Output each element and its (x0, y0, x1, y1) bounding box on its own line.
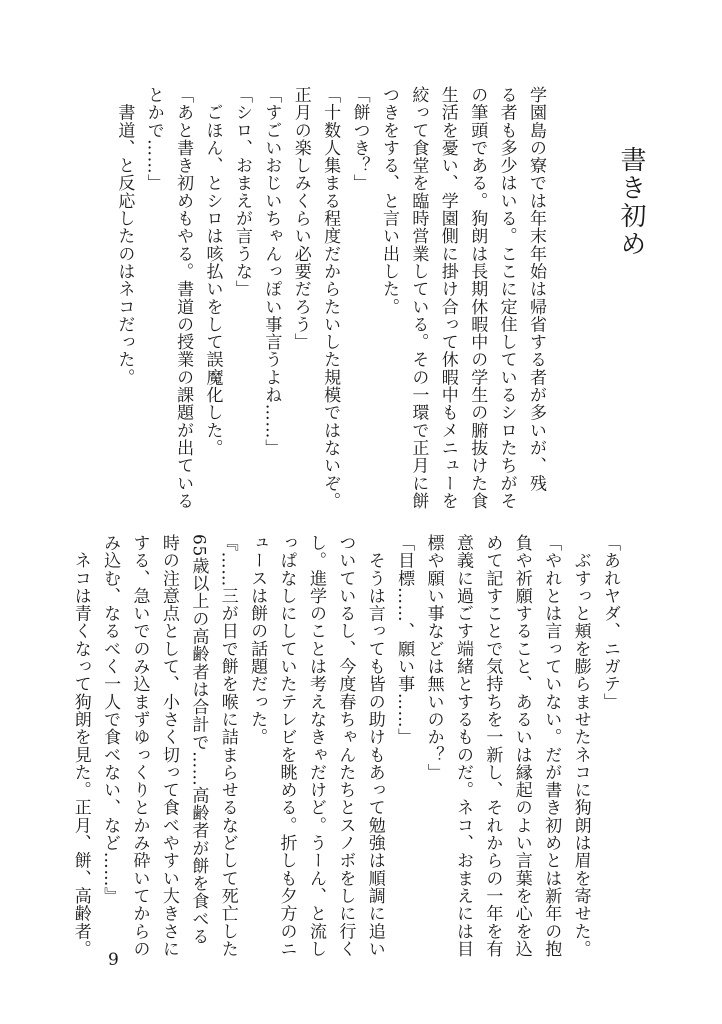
text-line: し。進学のことは考えなきゃだけど。うーん、と流し (305, 534, 326, 958)
text-line: 「シロ、おまえが言うな」 (231, 86, 252, 298)
text-line: 「やれとは言っていない。だが書き初めとは新年の抱 (541, 534, 562, 958)
text-line: 「目標……、願い事……」 (394, 534, 415, 746)
text-line: 絞って食堂を臨時営業している。その一環で正月に餅 (408, 86, 429, 510)
text-line: そうは言っても皆の助けもあって勉強は順調に追い (364, 534, 385, 958)
text-line: 書道、と反応したのはネコだった。 (114, 86, 135, 387)
text-line: の筆頭である。狗朗は長期休暇中の学生の腑抜けた食 (467, 86, 488, 510)
page-number: 9 (108, 950, 119, 970)
text-line: 「あと書き初めもやる。書道の授業の課題が出ている (173, 86, 194, 510)
text-line: する、急いでのみ込まずゆっくりとかみ砕いてからの (129, 534, 150, 958)
text-line: 「十数人集まる程度だからたいした規模ではないぞ。 (320, 86, 341, 510)
text-line: 「あれヤダ、ニガテ」 (600, 534, 620, 711)
text-line: ュースは餅の話題だった。 (247, 534, 268, 746)
text-line: る者も多少はいる。ここに定住しているシロたちがそ (496, 86, 517, 510)
text-line: 「すごいおじいちゃんっぽい事言うよね……」 (261, 86, 282, 457)
text-line: 負や祈願すること、あるいは縁起のよい言葉を心を込 (511, 534, 532, 958)
text-line: 時の注意点として、小さく切って食べやすい大きさに (158, 534, 179, 958)
text-line: 「餅つき？」 (349, 86, 370, 192)
text-line: 『……三が日で餅を喉に詰まらせるなどして死亡した (217, 534, 238, 958)
text-line: とかで……」 (143, 86, 164, 192)
text-line: み込む、なるべく一人で食べない、など……』 (100, 534, 121, 905)
text-line: 意義に過ごす端緒とするものだ。ネコ、おまえには目 (452, 534, 473, 958)
text-line: ネコは青くなって狗朗を見た。正月、餅、高齢者。 (70, 534, 91, 958)
text-line: 65歳以上の高齢者は合計で……高齢者が餅を食べる (188, 534, 209, 946)
chapter-title: 書き初め (616, 146, 646, 258)
text-line: つきをする、と言い出した。 (378, 86, 399, 316)
text-line: ぶすっと頬を膨らませたネコに狗朗は眉を寄せた。 (570, 534, 591, 958)
text-line: 生活を憂い、学園側に掛け合って休暇中もメニューを (437, 86, 458, 510)
text-line: ごほん、とシロは咳払いをして誤魔化した。 (202, 86, 223, 457)
lower-text-block (65, 534, 624, 958)
text-line: ついているし、今度春ちゃんたちとスノボをしに行く (335, 534, 356, 958)
text-line: 学園島の寮では年末年始は帰省する者が多いが、残 (526, 86, 546, 492)
text-line: 正月の楽しみくらい必要だろう」 (290, 86, 311, 351)
text-line: 標や願い事などは無いのか？」 (423, 534, 444, 782)
text-line: っぱなしにしていたテレビを眺める。折しも夕方のニ (276, 534, 297, 958)
upper-text-block (109, 86, 550, 510)
text-line: めて記すことで気持ちを一新し、それからの一年を有 (482, 534, 503, 958)
